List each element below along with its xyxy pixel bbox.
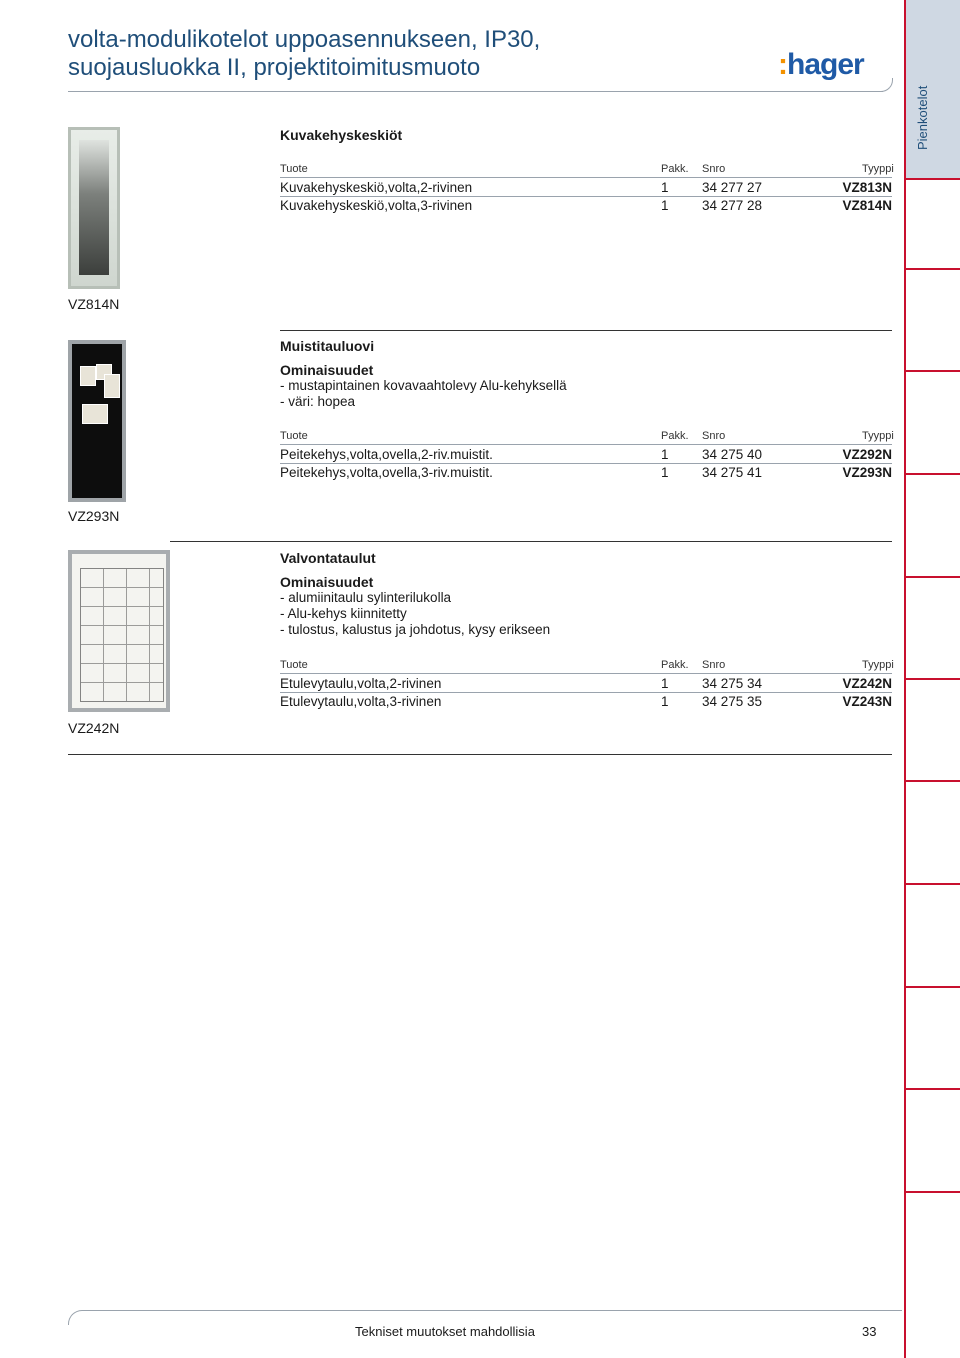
- column-header-type: Tyyppi: [862, 430, 894, 442]
- section-title: Muistitauluovi: [280, 338, 375, 354]
- table-cell-code: 34 277 28: [702, 198, 763, 213]
- table-rule: [280, 196, 892, 197]
- column-header-code: Snro: [702, 163, 726, 175]
- section-divider: [280, 330, 892, 331]
- table-cell-pack: 1: [661, 465, 669, 480]
- image-caption: VZ293N: [68, 508, 120, 524]
- table-cell-code: 34 275 40: [702, 447, 763, 462]
- table-cell-code: 34 275 34: [702, 676, 763, 691]
- page-title-line-2: suojausluokka II, projektitoimitusmuoto: [68, 54, 481, 81]
- footer-divider-curve: [68, 1310, 83, 1325]
- table-cell-product: Peitekehys,volta,ovella,2-riv.muistit.: [280, 447, 493, 462]
- table-rule: [280, 692, 892, 693]
- column-header-product: Tuote: [280, 163, 308, 175]
- table-cell-type: VZ293N: [842, 465, 892, 480]
- hager-logo: [778, 48, 864, 82]
- feature-item: - mustapintainen kovavaahtolevy Alu-kehyksellä: [280, 378, 567, 393]
- table-cell-pack: 1: [661, 198, 669, 213]
- side-tab-divider: [905, 576, 960, 578]
- table-cell-type: VZ814N: [842, 198, 892, 213]
- table-cell-product: Etulevytaulu,volta,2-rivinen: [280, 676, 442, 691]
- image-caption: VZ242N: [68, 720, 120, 736]
- side-tab-divider: [905, 780, 960, 782]
- table-cell-code: 34 275 35: [702, 694, 763, 709]
- table-cell-code: 34 277 27: [702, 180, 763, 195]
- column-header-product: Tuote: [280, 659, 308, 671]
- header-divider: [68, 91, 883, 92]
- table-rule: [280, 463, 892, 464]
- feature-item: - alumiinitaulu sylinterilukolla: [280, 590, 452, 605]
- table-cell-pack: 1: [661, 676, 669, 691]
- column-header-code: Snro: [702, 430, 726, 442]
- features-title: Ominaisuudet: [280, 574, 374, 590]
- logo-wordmark: hager: [787, 48, 864, 81]
- footer-divider: [82, 1310, 902, 1311]
- table-cell-type: VZ813N: [842, 180, 892, 195]
- footer-note: Tekniset muutokset mahdollisia: [355, 1324, 535, 1339]
- table-cell-product: Peitekehys,volta,ovella,3-riv.muistit.: [280, 465, 493, 480]
- table-rule: [280, 177, 892, 178]
- side-tab-divider: [905, 370, 960, 372]
- features-title: Ominaisuudet: [280, 362, 374, 378]
- page-number: 33: [862, 1324, 877, 1339]
- table-cell-product: Kuvakehyskeskiö,volta,2-rivinen: [280, 180, 473, 195]
- section-title: Valvontataulut: [280, 550, 376, 566]
- logo-colon: :: [778, 48, 787, 81]
- table-cell-pack: 1: [661, 694, 669, 709]
- side-tab-divider: [905, 986, 960, 988]
- product-image-picture-frame: [68, 127, 120, 289]
- side-tab-divider: [905, 268, 960, 270]
- table-rule: [280, 673, 892, 674]
- column-header-pack: Pakk.: [661, 163, 689, 175]
- feature-item: - tulostus, kalustus ja johdotus, kysy erikseen: [280, 622, 551, 637]
- table-cell-product: Etulevytaulu,volta,3-rivinen: [280, 694, 442, 709]
- product-image-memo-board: [68, 340, 126, 502]
- table-cell-product: Kuvakehyskeskiö,volta,3-rivinen: [280, 198, 473, 213]
- column-header-code: Snro: [702, 659, 726, 671]
- image-caption: VZ814N: [68, 296, 120, 312]
- table-cell-code: 34 275 41: [702, 465, 763, 480]
- side-tab-divider: [905, 678, 960, 680]
- table-rule: [280, 444, 892, 445]
- header-divider-curve: [880, 78, 893, 92]
- section-title: Kuvakehyskeskiöt: [280, 127, 403, 143]
- section-divider: [68, 754, 892, 755]
- side-tab-divider: [905, 1191, 960, 1193]
- table-cell-pack: 1: [661, 447, 669, 462]
- table-cell-type: VZ292N: [842, 447, 892, 462]
- side-tab-divider: [905, 473, 960, 475]
- side-tab-pienkotelot[interactable]: [904, 0, 960, 180]
- column-header-type: Tyyppi: [862, 163, 894, 175]
- table-cell-pack: 1: [661, 180, 669, 195]
- table-cell-type: VZ243N: [842, 694, 892, 709]
- page-title-line-1: volta-modulikotelot uppoasennukseen, IP30,: [68, 26, 541, 53]
- side-tab-label: Pienkotelot: [915, 85, 930, 150]
- column-header-pack: Pakk.: [661, 430, 689, 442]
- table-cell-type: VZ242N: [842, 676, 892, 691]
- feature-item: - Alu-kehys kiinnitetty: [280, 606, 407, 621]
- column-header-pack: Pakk.: [661, 659, 689, 671]
- column-header-type: Tyyppi: [862, 659, 894, 671]
- product-image-control-board: [68, 550, 170, 712]
- page-title: [68, 26, 540, 82]
- side-tab-divider: [905, 883, 960, 885]
- side-tab-divider: [905, 1088, 960, 1090]
- column-header-product: Tuote: [280, 430, 308, 442]
- feature-item: - väri: hopea: [280, 394, 356, 409]
- section-divider: [170, 541, 892, 542]
